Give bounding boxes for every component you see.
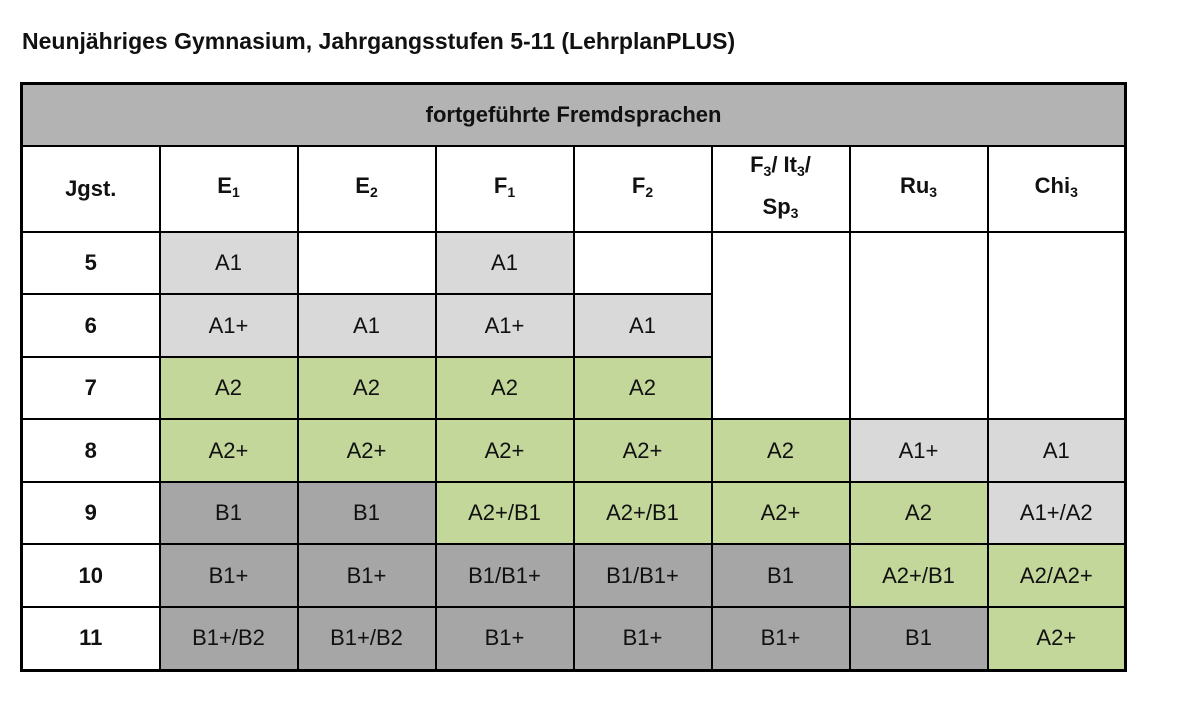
level-cell: A2+/B1	[574, 482, 712, 544]
level-cell: A1+/A2	[988, 482, 1126, 544]
level-cell: A2+/B1	[850, 544, 988, 606]
level-cell: B1+	[298, 544, 436, 606]
jgst-cell: 8	[22, 419, 160, 481]
jgst-cell: 7	[22, 357, 160, 419]
empty-cell	[988, 232, 1126, 419]
jgst-cell: 5	[22, 232, 160, 294]
level-cell: A2+	[712, 482, 850, 544]
col-header-ru3: $Ru_3$	[850, 146, 988, 232]
level-cell: B1+	[712, 607, 850, 671]
table-row	[22, 544, 1126, 606]
level-cell: B1	[850, 607, 988, 671]
level-cell: A2	[160, 357, 298, 419]
level-cell: B1	[160, 482, 298, 544]
col-header-jgst: Jgst.	[22, 146, 160, 232]
level-cell: A2+	[160, 419, 298, 481]
jgst-cell: 11	[22, 607, 160, 671]
col-header-e2: $E_2$	[298, 146, 436, 232]
level-cell: A2+	[574, 419, 712, 481]
empty-cell	[850, 232, 988, 419]
level-cell: A1+	[850, 419, 988, 481]
level-cell: A2/A2+	[988, 544, 1126, 606]
level-cell: A1+	[436, 294, 574, 356]
level-cell: A2	[574, 357, 712, 419]
level-cell: A2	[712, 419, 850, 481]
level-cell: A1	[160, 232, 298, 294]
empty-cell	[574, 232, 712, 294]
level-cell: B1+	[574, 607, 712, 671]
jgst-cell: 6	[22, 294, 160, 356]
col-header-f1: $F_1$	[436, 146, 574, 232]
empty-cell	[298, 232, 436, 294]
table-row	[22, 482, 1126, 544]
table-row	[22, 419, 1126, 481]
level-cell: A1+	[160, 294, 298, 356]
table-header-row	[22, 84, 1126, 147]
language-levels-table	[20, 82, 1127, 672]
level-cell: A2	[298, 357, 436, 419]
level-cell: B1	[298, 482, 436, 544]
column-header-row	[22, 146, 1126, 232]
col-header-f3-it3-sp3: $F_3/$ $It_3/$ $Sp_3$	[712, 146, 850, 232]
document-title: Neunjähriges Gymnasium, Jahrgangsstufen 5-11 (LehrplanPLUS)	[22, 28, 736, 54]
level-cell: B1+/B2	[298, 607, 436, 671]
level-cell: B1+	[436, 607, 574, 671]
empty-cell	[712, 232, 850, 419]
level-cell: A2+/B1	[436, 482, 574, 544]
level-cell: A1	[436, 232, 574, 294]
level-cell: A2+	[298, 419, 436, 481]
table-row	[22, 232, 1126, 294]
level-cell: B1/B1+	[436, 544, 574, 606]
jgst-cell: 9	[22, 482, 160, 544]
level-cell: A2	[850, 482, 988, 544]
level-cell: A1	[298, 294, 436, 356]
col-header-chi3: Chi$_3$	[988, 146, 1126, 232]
table-row	[22, 607, 1126, 671]
level-cell: A2+	[988, 607, 1126, 671]
level-cell: B1+/B2	[160, 607, 298, 671]
level-cell: B1	[712, 544, 850, 606]
level-cell: A1	[988, 419, 1126, 481]
col-header-f2: $F_2$	[574, 146, 712, 232]
level-cell: A1	[574, 294, 712, 356]
level-cell: B1+	[160, 544, 298, 606]
level-cell: A2	[436, 357, 574, 419]
level-cell: A2+	[436, 419, 574, 481]
table-header: fortgeführte Fremdsprachen	[22, 84, 1126, 147]
col-header-e1: $E_1$	[160, 146, 298, 232]
jgst-cell: 10	[22, 544, 160, 606]
level-cell: B1/B1+	[574, 544, 712, 606]
